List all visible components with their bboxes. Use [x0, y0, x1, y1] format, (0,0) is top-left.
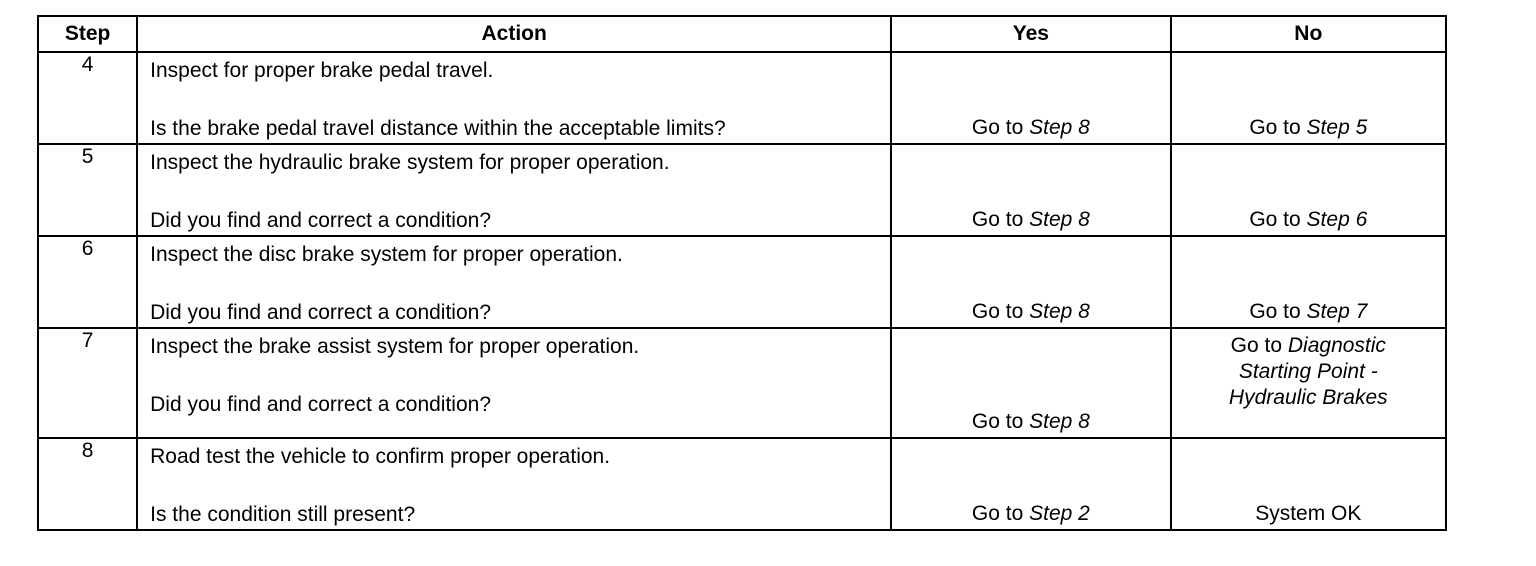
- action-cell: [137, 236, 891, 328]
- action-question: Did you find and correct a condition?: [150, 393, 492, 416]
- step-number: 8: [38, 438, 137, 530]
- action-instruction: Inspect the hydraulic brake system for proper operation.: [150, 151, 670, 174]
- header-step: Step: [38, 16, 137, 52]
- yes-cell: [891, 438, 1170, 530]
- step-number: 6: [38, 236, 137, 328]
- yes-cell: [891, 144, 1170, 236]
- action-cell: [137, 52, 891, 144]
- step-number: 4: [38, 52, 137, 144]
- action-question: Is the brake pedal travel distance within the acceptable limits?: [150, 117, 726, 140]
- yes-goto: Go to Step 2: [971, 502, 1090, 525]
- header-row: [38, 16, 1446, 52]
- yes-goto: Go to Step 8: [971, 116, 1090, 139]
- action-cell: [137, 438, 891, 530]
- action-instruction: Inspect for proper brake pedal travel.: [150, 59, 494, 82]
- action-cell: [137, 328, 891, 438]
- no-cell: [1171, 328, 1446, 438]
- no-goto: Go to Diagnostic Starting Point - Hydraulic Brakes: [1228, 334, 1388, 409]
- table-row: [38, 144, 1446, 236]
- yes-target: Step 8: [1029, 116, 1090, 139]
- no-cell: [1171, 438, 1446, 530]
- action-instruction: Inspect the disc brake system for proper operation.: [150, 243, 623, 266]
- step-number: 5: [38, 144, 137, 236]
- no-target: Step 6: [1306, 208, 1368, 231]
- yes-goto: Go to Step 8: [971, 300, 1090, 323]
- no-target-line2: Starting Point -: [1238, 360, 1378, 383]
- yes-cell: [891, 328, 1170, 438]
- table-row: [38, 236, 1446, 328]
- no-goto: Go to Step 7: [1249, 300, 1368, 323]
- yes-cell: [891, 236, 1170, 328]
- no-cell: [1171, 144, 1446, 236]
- no-target-line1: Diagnostic: [1287, 334, 1386, 357]
- table-row: [38, 328, 1446, 438]
- yes-cell: [891, 52, 1170, 144]
- action-cell: [137, 144, 891, 236]
- action-question: Is the condition still present?: [150, 503, 416, 526]
- action-instruction: Road test the vehicle to confirm proper operation.: [150, 445, 611, 468]
- diagnostic-table: [37, 15, 1447, 531]
- action-question: Did you find and correct a condition?: [150, 209, 492, 232]
- no-result: System OK: [1255, 502, 1362, 525]
- no-target-line3: Hydraulic Brakes: [1228, 386, 1388, 409]
- no-target: Step 5: [1306, 116, 1368, 139]
- step-number: 7: [38, 328, 137, 438]
- no-cell: [1171, 52, 1446, 144]
- yes-target: Step 8: [1029, 300, 1090, 323]
- no-goto: Go to Step 5: [1249, 116, 1368, 139]
- table-row: [38, 438, 1446, 530]
- action-question: Did you find and correct a condition?: [150, 301, 492, 324]
- no-target: Step 7: [1306, 300, 1368, 323]
- header-yes: Yes: [891, 16, 1170, 52]
- yes-target: Step 8: [1029, 410, 1090, 433]
- action-instruction: Inspect the brake assist system for proper operation.: [150, 335, 640, 358]
- header-action: Action: [137, 16, 891, 52]
- yes-target: Step 8: [1029, 208, 1090, 231]
- no-goto: Go to Step 6: [1249, 208, 1368, 231]
- no-cell: [1171, 236, 1446, 328]
- yes-goto: Go to Step 8: [971, 410, 1090, 433]
- table-row: [38, 52, 1446, 144]
- yes-target: Step 2: [1029, 502, 1090, 525]
- yes-goto: Go to Step 8: [971, 208, 1090, 231]
- header-no: No: [1171, 16, 1446, 52]
